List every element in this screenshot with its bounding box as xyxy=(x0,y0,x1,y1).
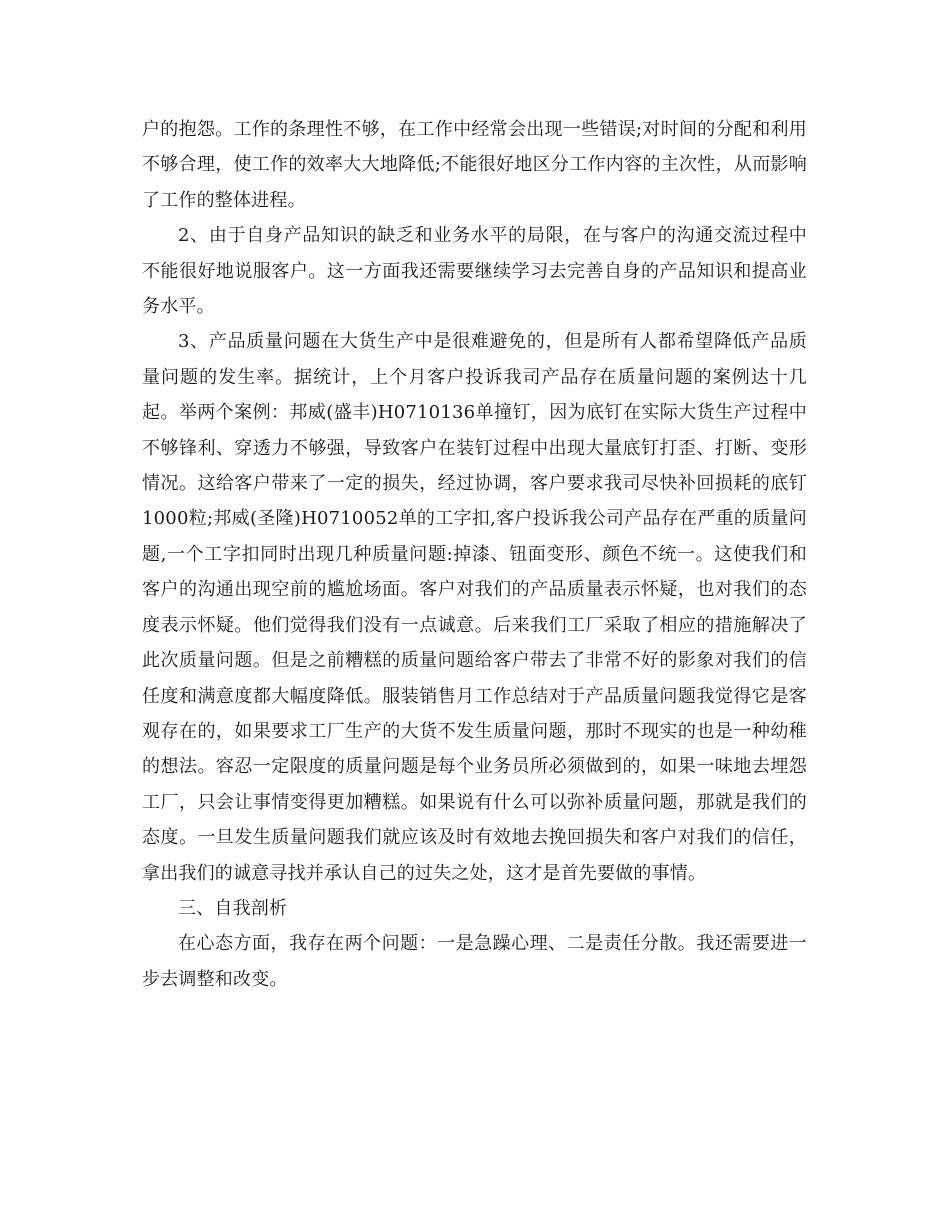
document-body xyxy=(142,112,807,997)
paragraph-point-2: 2、由于自身产品知识的缺乏和业务水平的局限，在与客户的沟通交流过程中不能很好地说服客户。这一方面我还需要继续学习去完善自身的产品知识和提高业务水平。 xyxy=(142,225,807,318)
paragraph-point-3: 3、产品质量问题在大货生产中是很难避免的，但是所有人都希望降低产品质量问题的发生率。据统计，上个月客户投诉我司产品存在质量问题的案例达十几起。举两个案例：邦威(盛丰)H0710136单撞钉，因为底钉在实际大货生产过程中不够锋利、穿透力不够强，导致客户在装钉过程中出现大量底钉打歪、打断、变形情况。这给客户带来了一定的损失，经过协调，客户要求我司尽快补回损耗的底钉1000粒;邦威(圣隆)H0710052单的工字扣,客户投诉我公司产品存在严重的质量问题,一个工字扣同时出现几种质量问题:掉漆、钮面变形、颜色不统一。这使我们和客户的沟通出现空前的尴尬场面。客户对我们的产品质量表示怀疑，也对我们的态度表示怀疑。他们觉得我们没有一点诚意。后来我们工厂采取了相应的措施解决了此次质量问题。但是之前糟糕的质量问题给客户带去了非常不好的影象对我们的信任度和满意度都大幅度降低。服装销售月工作总结对于产品质量问题我觉得它是客观存在的，如果要求工厂生产的大货不发生质量问题，那时不现实的也是一种幼稚的想法。容忍一定限度的质量问题是每个业务员所必须做到的，如果一味地去埋怨工厂，只会让事情变得更加糟糕。如果说有什么可以弥补质量问题，那就是我们的态度。一旦发生质量问题我们就应该及时有效地去挽回损失和客户对我们的信任，拿出我们的诚意寻找并承认自己的过失之处，这才是首先要做的事情。 xyxy=(142,331,807,884)
paragraph-mindset: 在心态方面，我存在两个问题：一是急躁心理、二是责任分散。我还需要进一步去调整和改变。 xyxy=(142,933,807,990)
section-heading-self-analysis: 三、自我剖析 xyxy=(178,897,288,919)
paragraph-continuation: 户的抱怨。工作的条理性不够，在工作中经常会出现一些错误;对时间的分配和利用不够合理，使工作的效率大大地降低;不能很好地区分工作内容的主次性，从而影响了工作的整体进程。 xyxy=(142,119,807,211)
